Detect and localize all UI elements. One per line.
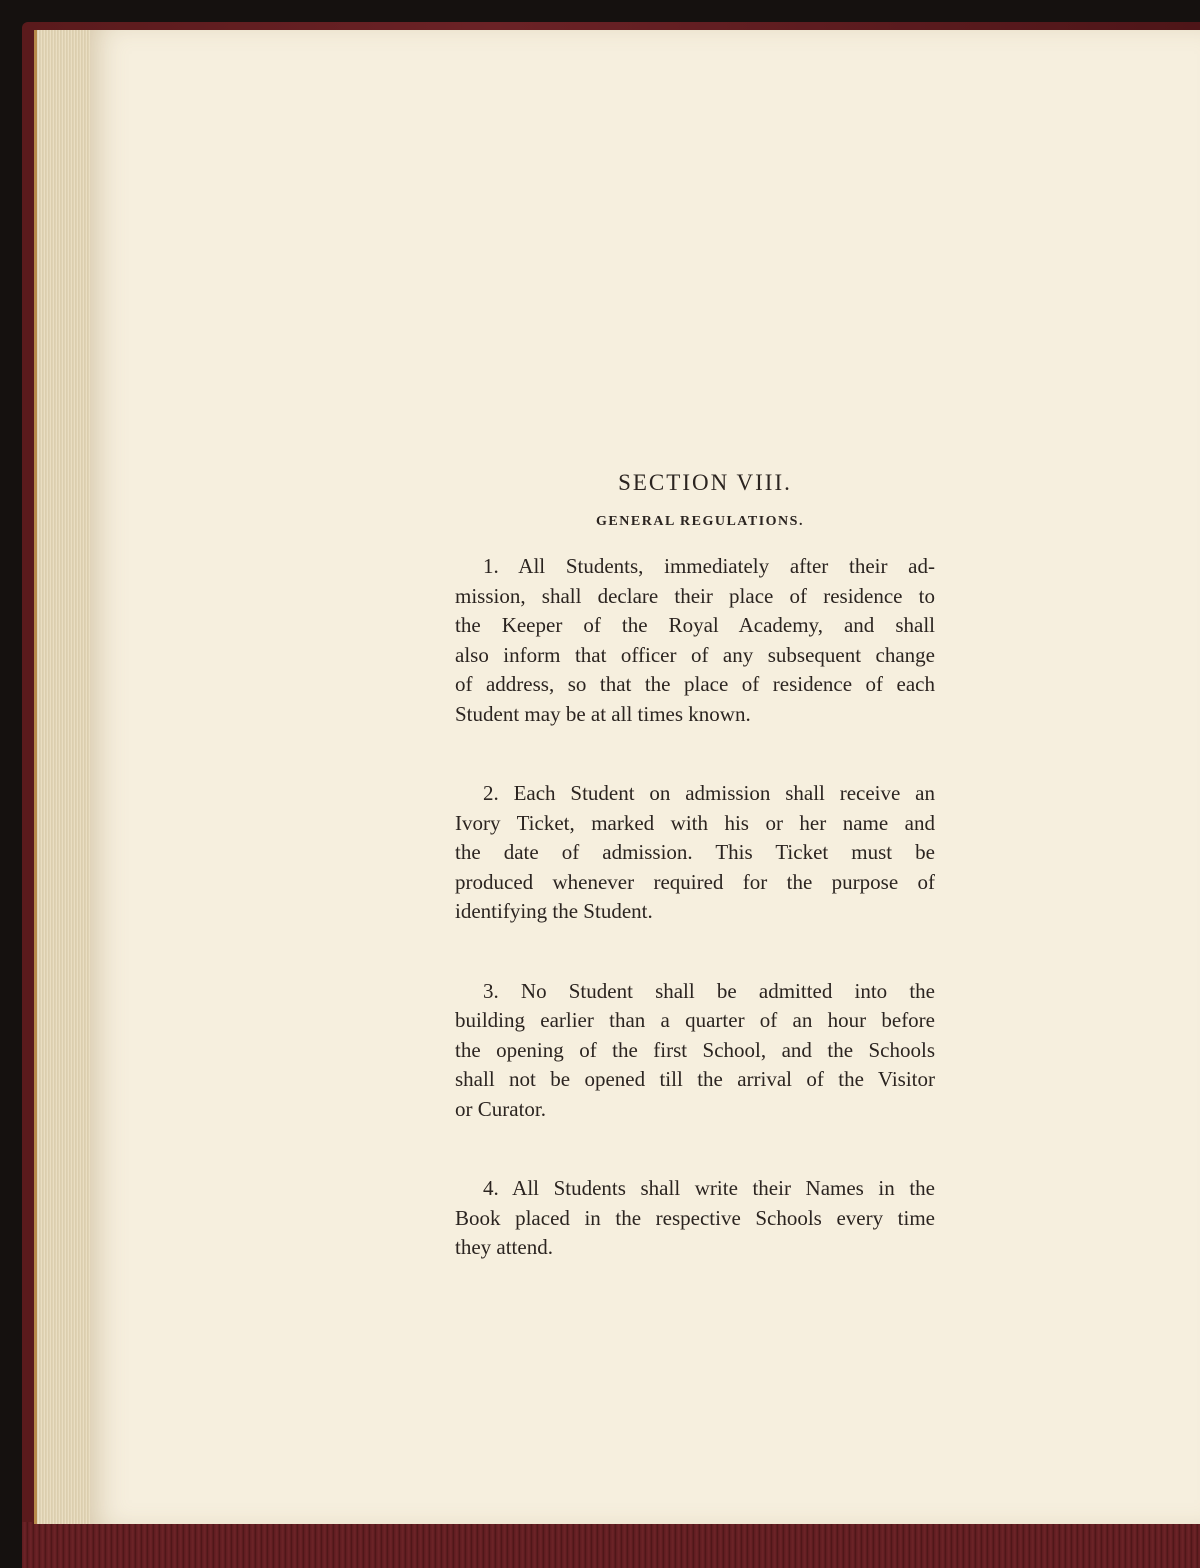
text-line: the Keeper of the Royal Academy, and shall (455, 613, 935, 637)
text-line: 4. All Students shall write their Names in the (483, 1176, 935, 1200)
text-line: 1. All Students, immediately after their ad- (483, 554, 935, 578)
text-line: identifying the Student. (455, 899, 653, 923)
text-line: they attend. (455, 1235, 553, 1259)
text-line: 2. Each Student on admission shall receive an (483, 781, 935, 805)
text-line: also inform that officer of any subsequent change (455, 642, 935, 667)
regulation-paragraph-3 (455, 977, 935, 1125)
text-line: 3. No Student shall be admitted into the (483, 978, 935, 1003)
page-edges (34, 30, 97, 1524)
regulation-paragraph-4 (455, 1174, 935, 1263)
regulation-paragraph-2 (455, 779, 935, 927)
regulation-paragraph-1 (455, 552, 935, 729)
text-line: Book placed in the respective Schools every time (455, 1205, 935, 1230)
text-line: building earlier than a quarter of an hour before (455, 1008, 935, 1032)
section-title: SECTION VIII. (618, 470, 792, 495)
text-line: the date of admission. This Ticket must be (455, 840, 935, 864)
text-line: Ivory Ticket, marked with his or her name and (455, 810, 935, 835)
text-line: Student may be at all times known. (455, 701, 751, 726)
page-content (455, 470, 935, 1313)
text-line: of address, so that the place of residence of each (455, 672, 935, 696)
section-subheading: GENERAL REGULATIONS. (596, 514, 804, 529)
book-binding-bottom (22, 1522, 1200, 1568)
text-line: produced whenever required for the purpose of (455, 869, 935, 894)
book-page (90, 30, 1200, 1524)
text-line: shall not be opened till the arrival of the Visitor (455, 1067, 935, 1091)
text-line: the opening of the first School, and the Schools (455, 1037, 935, 1062)
text-line: mission, shall declare their place of residence to (455, 583, 935, 608)
text-line: or Curator. (455, 1096, 546, 1121)
